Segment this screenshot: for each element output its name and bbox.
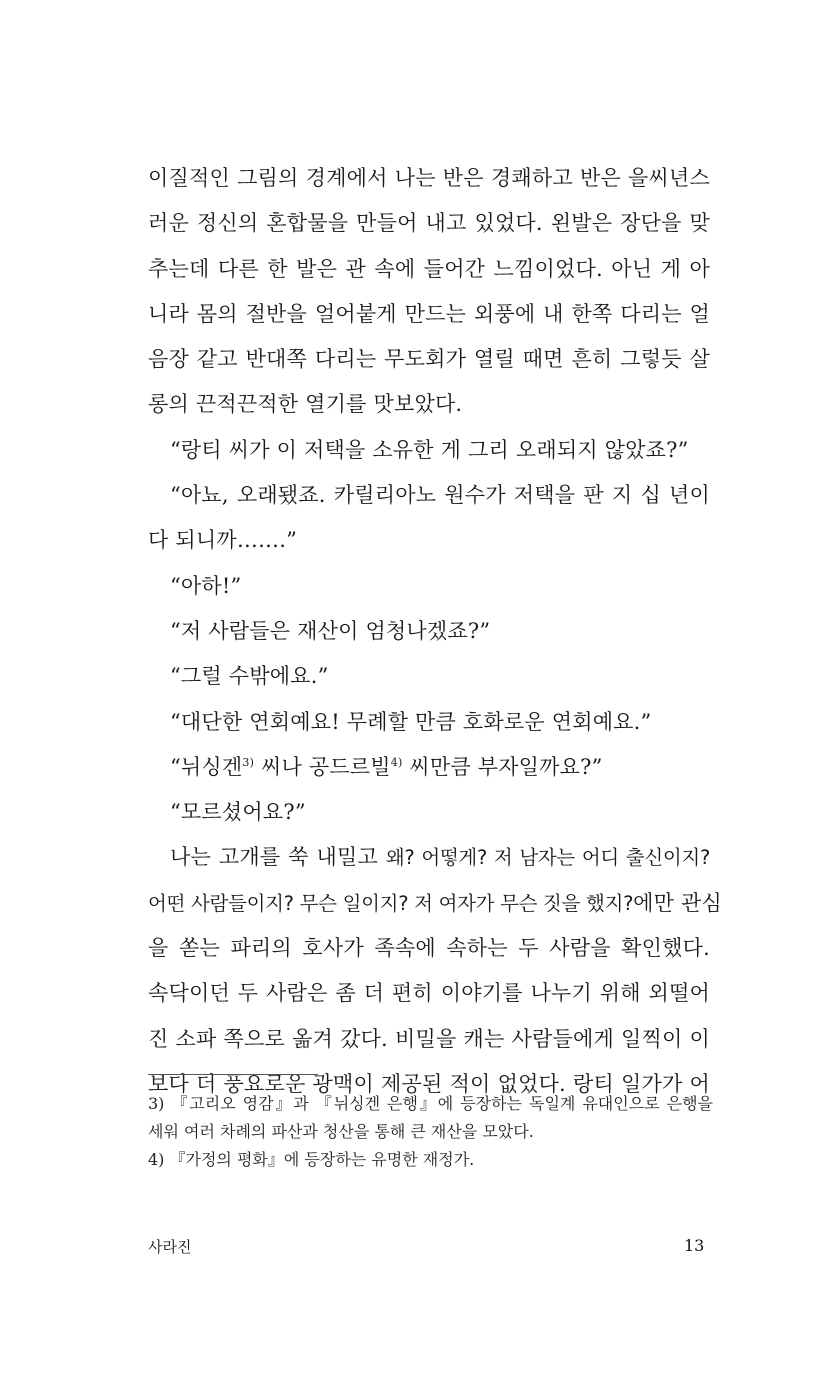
running-footer-title: 사라진 xyxy=(148,1238,192,1256)
text-line: 속닥이던 두 사람은 좀 더 편히 이야기를 나누기 위해 외떨어 xyxy=(148,981,710,1006)
text-line xyxy=(148,881,722,926)
text-line: 니라 몸의 절반을 얼어붙게 만드는 외풍에 내 한쪽 다리는 얼 xyxy=(148,301,710,326)
emphasized-questions: 왜? 어떻게? 저 남자는 어디 출신이지? xyxy=(385,846,710,870)
text-line: 을 쏟는 파리의 호사가 족속에 속하는 두 사람을 확인했다. xyxy=(148,936,710,961)
text-line xyxy=(148,835,710,880)
dialogue-line: “대단한 연회예요! 무례할 만큼 호화로운 연회예요.” xyxy=(170,709,652,734)
text-line: 러운 정신의 혼합물을 만들어 내고 있었다. 왼발은 장단을 맞 xyxy=(148,211,710,236)
emphasized-questions: 어떤 사람들이지? 무슨 일이지? 저 여자가 무슨 짓을 했지? xyxy=(148,891,634,915)
page-number: 13 xyxy=(684,1236,705,1255)
text-line: 이질적인 그림의 경계에서 나는 반은 경쾌하고 반은 을씨년스 xyxy=(148,166,710,190)
dialogue-line: “아뇨, 오래됐죠. 카릴리아노 원수가 저택을 판 지 십 년이 xyxy=(170,483,710,508)
narration-text: 나는 고개를 쑥 내밀고 xyxy=(170,845,386,870)
dialogue-line: “모르셨어요?” xyxy=(170,800,306,825)
dialogue-text: “뉘싱겐 xyxy=(170,754,243,779)
footnotes xyxy=(148,1090,713,1174)
footnote-4-line: 4) 『가정의 평화』에 등장하는 유명한 재정가. xyxy=(148,1150,475,1169)
text-line: 음장 같고 반대쪽 다리는 무도회가 열릴 때면 흔히 그렇듯 살 xyxy=(148,347,710,372)
dialogue-text: 씨나 공드르빌 xyxy=(254,754,391,779)
footnote-3-line: 3) 『고리오 영감』과 『뉘싱겐 은행』에 등장하는 독일계 유대인으로 은행을 xyxy=(148,1094,713,1113)
dialogue-line: “아하!” xyxy=(170,573,242,598)
text-line: 보다 더 풍요로운 광맥이 제공된 적이 없었다. 랑티 일가가 어 xyxy=(148,1071,710,1096)
footnote-ref-4[interactable]: 4) xyxy=(390,755,403,769)
footnote-ref-3[interactable]: 3) xyxy=(242,755,255,769)
text-line: 롱의 끈적끈적한 열기를 맛보았다. xyxy=(148,392,463,417)
dialogue-line: “그럴 수밖에요.” xyxy=(170,664,329,689)
text-line: 진 소파 쪽으로 옮겨 갔다. 비밀을 캐는 사람들에게 일찍이 이 xyxy=(148,1026,710,1051)
dialogue-line: 다 되니까…….” xyxy=(148,528,298,553)
dialogue-line: “랑티 씨가 이 저택을 소유한 게 그리 오래되지 않았죠?” xyxy=(170,437,689,462)
narration-text: 에만 관심 xyxy=(633,890,722,915)
body-text xyxy=(148,156,722,1107)
dialogue-line-with-footnotes xyxy=(148,745,710,790)
footnote-3-line: 세워 여러 차례의 파산과 청산을 통해 큰 재산을 모았다. xyxy=(148,1122,534,1141)
dialogue-text: 씨만큼 부자일까요?” xyxy=(402,754,603,779)
dialogue-line: “저 사람들은 재산이 엄청나겠죠?” xyxy=(170,618,491,643)
footnote-divider xyxy=(148,1074,318,1075)
text-line: 추는데 다른 한 발은 관 속에 들어간 느낌이었다. 아닌 게 아 xyxy=(148,256,710,281)
